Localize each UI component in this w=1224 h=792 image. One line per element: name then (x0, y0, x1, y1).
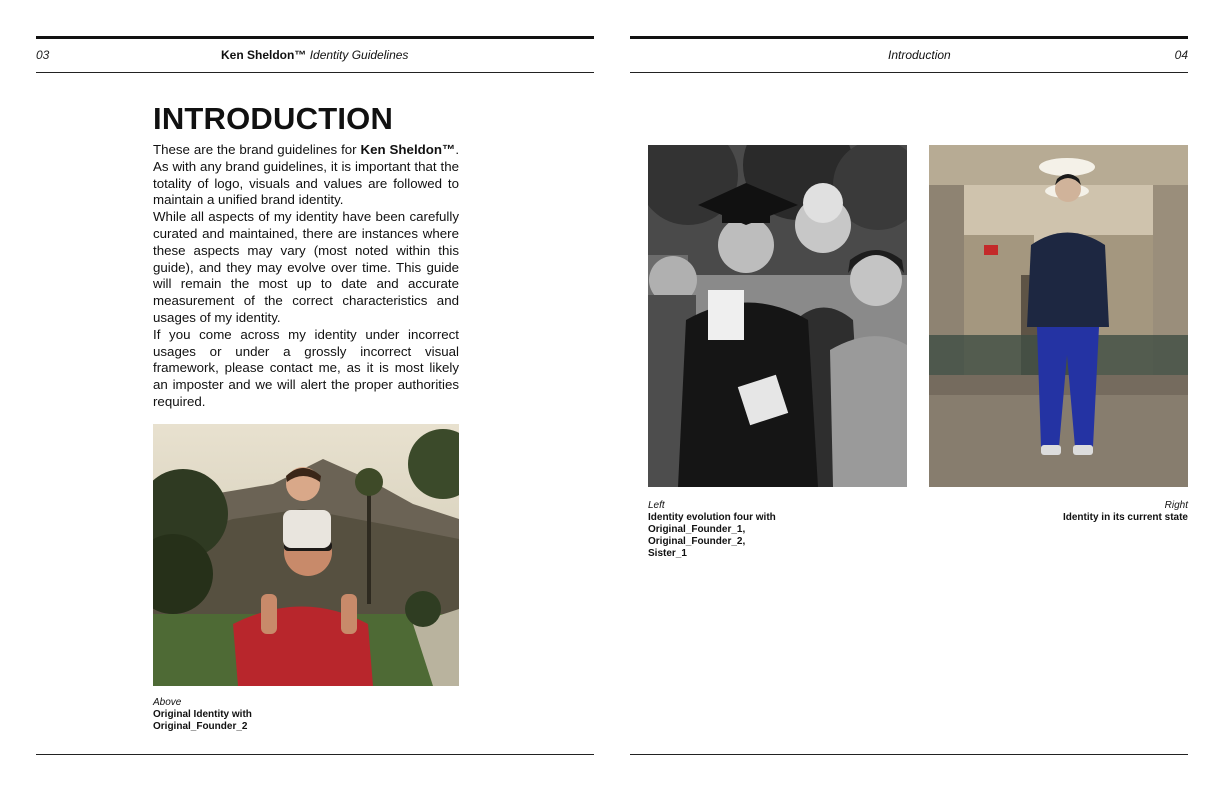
intro-paragraph-1: These are the brand guidelines for Ken Sheldon™. As with any brand guidelines, it is important that the totality of logo, visuals and values are followed to maintain a unified brand identity. (153, 142, 460, 208)
footer-rule (630, 754, 1188, 755)
caption-position: Right (1164, 500, 1188, 511)
page-number: 04 (1174, 48, 1188, 62)
caption-line: Original_Founder_2, (648, 536, 746, 547)
intro-body (153, 142, 459, 411)
brand-name: Ken Sheldon™ (360, 142, 456, 157)
caption-position: Left (648, 500, 665, 511)
caption-line: Original_Founder_1, (648, 524, 746, 535)
top-rule (36, 36, 594, 39)
header-rule (36, 72, 594, 73)
caption-line: Identity in its current state (1062, 512, 1188, 523)
caption-line: Sister_1 (648, 548, 687, 559)
header-brand: Ken Sheldon™ (221, 48, 307, 62)
intro-paragraph-3: If you come across my identity under incorrect usages or under a grossly incorrect visual framework, please contact me, as it is most likely an imposter and we will alert the proper authorities required. (153, 326, 459, 409)
caption-position: Above (153, 697, 182, 708)
photo-graduation (648, 145, 907, 487)
running-header (221, 48, 408, 62)
caption-line: Original Identity with (153, 709, 252, 720)
header-rule (630, 72, 1188, 73)
photo-original-identity (153, 424, 459, 686)
left-photo-caption (648, 500, 848, 560)
caption-line: Identity evolution four with (648, 512, 776, 523)
intro-paragraph-2: While all aspects of my identity have been carefully curated and maintained, there are instances where these aspects may vary (most noted within this guide), and they may evolve over time. This guide will remain the most up to date and accurate measurement of the correct characteristics and usages of my identity. (153, 209, 459, 325)
right-photo-caption (968, 500, 1188, 524)
caption-line: Original_Founder_2 (153, 721, 248, 732)
top-rule (630, 36, 1188, 39)
running-header: Introduction (888, 48, 951, 62)
header-subtitle: Identity Guidelines (309, 48, 409, 62)
page-title: INTRODUCTION (153, 101, 394, 136)
photo-caption (153, 697, 459, 733)
page-number: 03 (36, 48, 50, 62)
right-page (630, 0, 1188, 792)
footer-rule (36, 754, 594, 755)
photo-current-identity (929, 145, 1188, 487)
left-page (36, 0, 594, 792)
